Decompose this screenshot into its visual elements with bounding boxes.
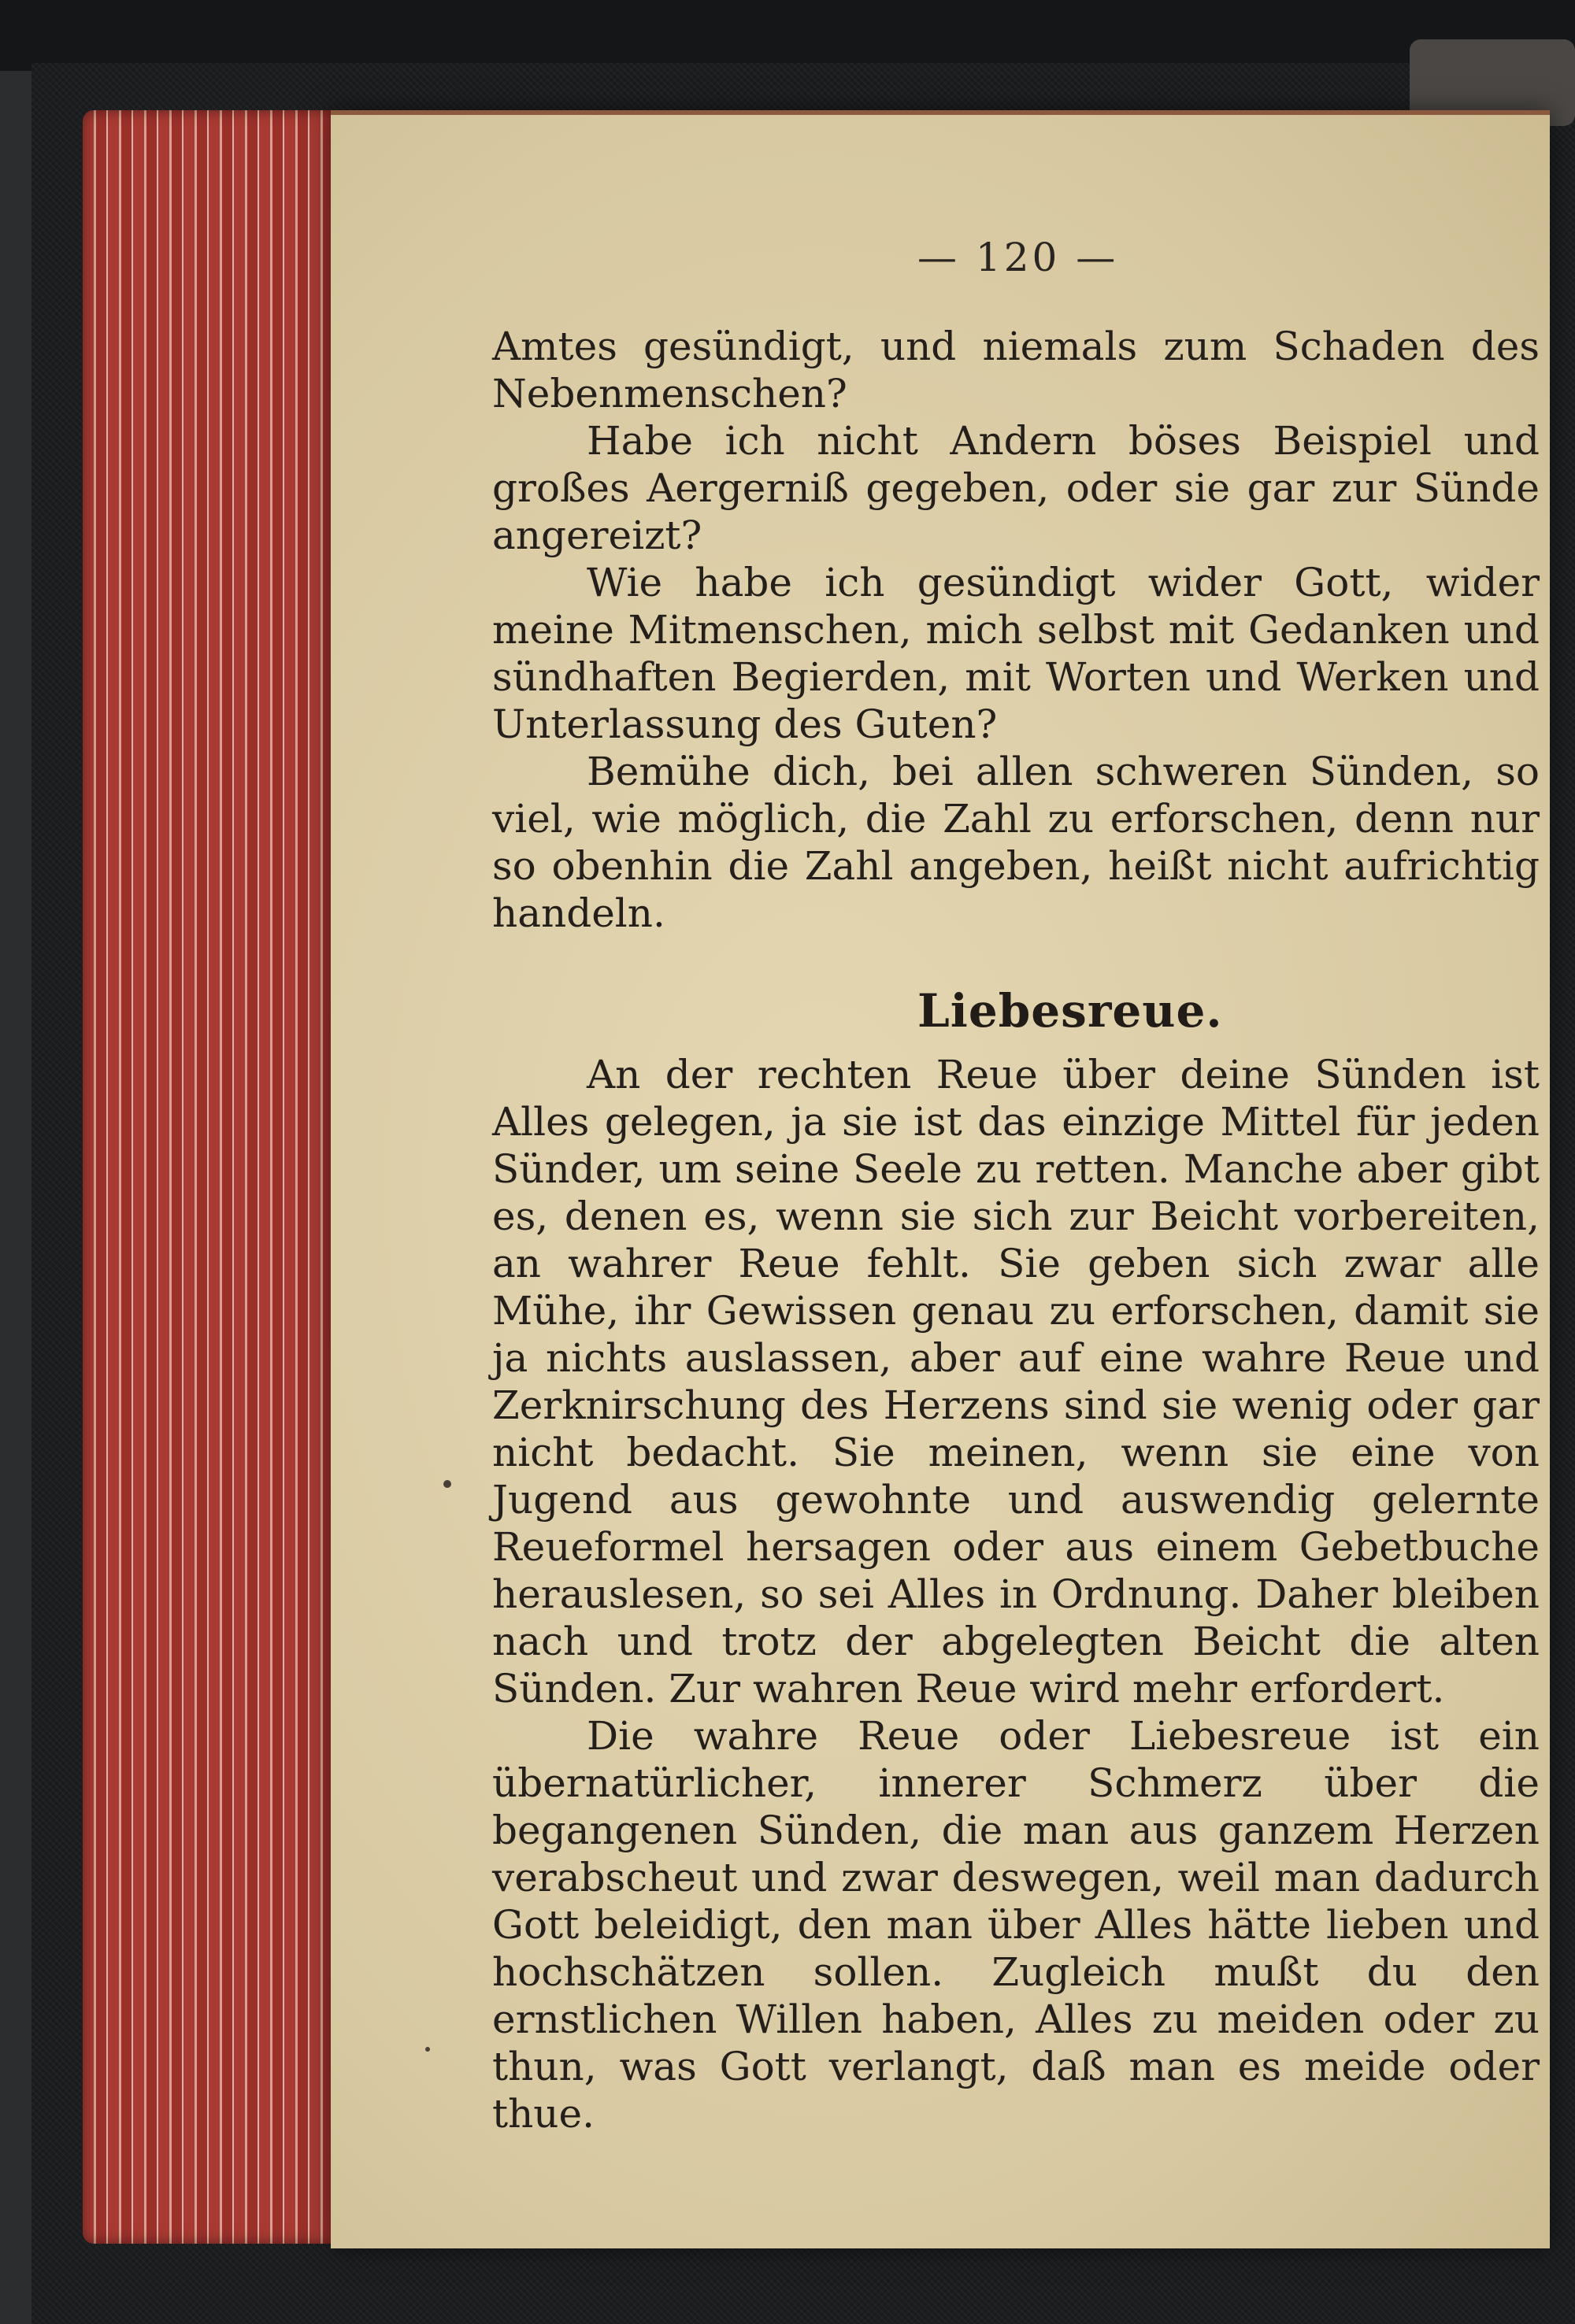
paragraph: An der rechten Reue über deine Sünden ist Alles gelegen, ja sie ist das einzige Mittel für jeden Sünder, um seine Seele zu retten. Manche aber gibt es, denen es, wenn sie sich zur Beicht vorbereiten, an wahrer Reue fehlt. Sie geben sich zwar alle Mühe, ihr Gewissen genau zu erforschen, damit sie ja nichts auslassen, aber auf eine wahre Reue und Zerknirschung des Herzens sind sie wenig oder gar nicht bedacht. Sie meinen, wenn sie eine von Jugend aus gewohnte und auswendig gelernte Reueformel hersagen oder aus einem Gebetbuche herauslesen, so sei Alles in Ordnung. Daher bleiben nach und trotz der abgelegten Beicht die alten Sünden. Zur wahren Reue wird mehr erfordert. (492, 1052, 1540, 1712)
paragraph: Wie habe ich gesündigt wider Gott, wider meine Mitmenschen, mich selbst mit Gedanken und sündhaften Begierden, mit Worten und Werken und Unterlassung des Guten? (492, 560, 1540, 747)
ink-spot (443, 1480, 451, 1488)
paragraph: Habe ich nicht Andern böses Beispiel und großes Aergerniß gegeben, oder sie gar zur Sünde angereizt? (492, 418, 1540, 558)
paragraph: Amtes gesündigt, und niemals zum Schaden des Nebenmenschen? (492, 324, 1540, 416)
background-top (0, 0, 1575, 71)
ink-spot (425, 2047, 430, 2052)
section-heading: Liebesreue. (917, 984, 1223, 1038)
text-section-1 (492, 323, 1540, 937)
page-edges (83, 110, 343, 2244)
paragraph: Bemühe dich, bei allen schweren Sünden, so viel, wie möglich, die Zahl zu erforschen, denn nur so obenhin die Zahl angeben, heißt nicht aufrichtig handeln. (492, 749, 1540, 936)
paragraph: Die wahre Reue oder Liebesreue ist ein übernatürlicher, innerer Schmerz über die begangenen Sünden, die man aus ganzem Herzen verabscheut und zwar deswegen, weil man dadurch Gott beleidigt, den man über Alles hätte lieben und hochschätzen sollen. Zugleich mußt du den ernstlichen Willen haben, Alles zu meiden oder zu thun, was Gott verlangt, daß man es meide oder thue. (492, 1713, 1540, 2137)
page-number: — 120 — (917, 235, 1119, 280)
text-section-2 (492, 1051, 1540, 2137)
